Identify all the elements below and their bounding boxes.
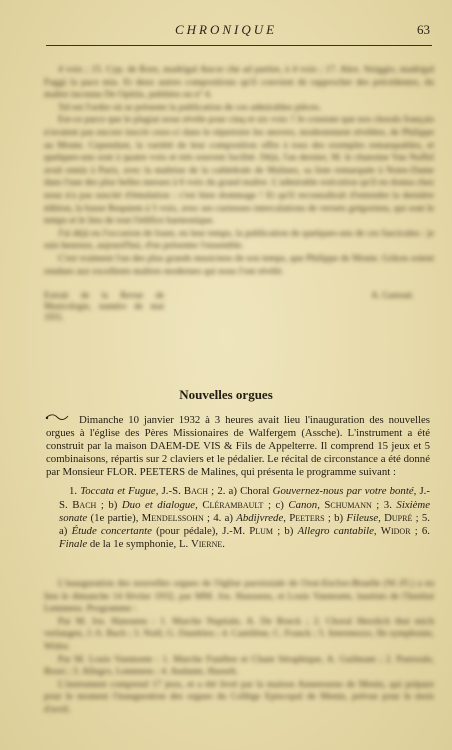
program-text: ; 6. [410, 524, 430, 537]
work-title: Gouvernez-nous par votre bonté [272, 485, 414, 498]
program-text: (1e partie), [87, 511, 142, 524]
composer-name: Widor [380, 524, 411, 537]
blurred-lower-text [44, 578, 434, 717]
program-text: ; c) [263, 498, 289, 511]
work-title: Fileuse [346, 511, 379, 524]
program-text: de la 1e symphonie, L. [87, 537, 191, 550]
work-title: Allegro cantabile [297, 524, 374, 537]
running-title: CHRONIQUE [174, 22, 278, 37]
blurred-paragraph: 4 voix ; 15. Cyp. de Rore, madrigal Ancor che ad partire, à 4 voix ; 17. Alex. Striggio, madrigal Fuggi la pace mia. Et deux autres compositions qu'il convient de rapprocher des précédentes, du maître inconnu De Opitiis, publiées en nº 4. [44, 64, 434, 101]
program-text: ; 5. a) [59, 511, 430, 537]
composer-name: Dupré [384, 511, 413, 524]
work-title: Canon [288, 498, 318, 511]
work-title: Sixième sonate [59, 498, 430, 524]
program-list [46, 485, 430, 550]
lead-paragraph: Dimanche 10 janvier 1932 à 3 heures avait lieu l'inauguration des nouvelles orgues à l'église des Pères Missionaires de Walfergem (Assche). L'instrument a été construit par la maison DAEM-DE VIS & Fils de Appelterre. Il comprend 15 jeux et 5 combinaisons, répartis sur 2 claviers et le pédalier. Le récital de circonstance a été donné par Monsieur FLOR. PEETERS de Malines, qui présenta le programme suivant : [46, 414, 430, 479]
program-text: ; b) [273, 524, 298, 537]
blurred-paragraph: Tel est l'ordre où se présente la publication de ces admirables pièces. [58, 101, 322, 113]
program-text: ; 2. a) Choral [208, 485, 273, 498]
composer-name: Peeters [289, 511, 325, 524]
program-paragraph [59, 485, 430, 550]
blurred-paragraph: Est-ce parce que le plagiat nous révèle pour cinq et six voix ? Je constate que nos chorals français n'avaient pas encore inscrit ceux-ci dans le répertoire les œuvres, modestement révélées, de Philippe au Monte. Cependant, la variété de leur composition offre à tous des exemples remarquables, et quelques-uns sont à quatre voix et très souvent facilité. Déjà, l'an dernier, M. le chanoine Van Nuffel avait remis à Paris, avec la maîtrise de la cathédrale de Malines, sa liste remarquée à Notre-Dame dans l'une des plus belles messes à 6 voix du grand maître. L'admirable exécution qu'il en donna chez nous n'a pas suscité d'émulation : c'est bien dommage ! Et qu'il reconnaîtrait d'entendre la dernière édition, la basse Requiem à 5 voix, avec ses curieuses intercalations de versets grégoriens, qui sont le temps et le lieu de tout l'édifice harmonique. [44, 114, 434, 227]
work-title: Toccata et Fugue [80, 485, 156, 498]
program-text: , [283, 511, 290, 524]
citation-source: Extrait de la Revue de Musicologie, numéro de mai 1931. [44, 290, 164, 323]
program-text: , [195, 498, 203, 511]
citation-line [44, 290, 434, 323]
page-number: 63 [417, 22, 430, 37]
blurred-paragraph: Par M. Jos. Hanssens : 1. Marche Nuptiale, A. De Boeck ; 2. Choral Herzlich thut mich verlangen, J.-S. Bach ; 3. Noël, G. Dandrieu ; 4. Cantilène, C. Franck ; 5. Intermezzo, IIe symphonie, Widor. [44, 615, 434, 652]
program-text: ; 3. [371, 498, 397, 511]
blurred-paragraph: J'ai déjà eu l'occasion de louer, en leur temps, la publication de quelques-uns de ces fascicules : je suis heureux, aujourd'hui, d'en présenter l'ensemble. [44, 227, 434, 252]
work-title: Étude concertante [71, 524, 152, 537]
program-text: ; 4. a) [203, 511, 237, 524]
work-title: Abdijvrede [236, 511, 284, 524]
program-text: 1. [69, 485, 81, 498]
running-head [52, 22, 430, 42]
work-title: Finale [59, 537, 88, 550]
composer-name: Clérambault [202, 498, 264, 511]
program-text: , J.-S. [59, 485, 430, 511]
composer-name: Plum [249, 524, 274, 537]
program-text: , [378, 511, 385, 524]
composer-name: Mendelssohn [141, 511, 204, 524]
blurred-paragraph: L'instrument comprend 17 jeux, et a été livré par la maison Anneessens de Menin, qui prépare pour le moment l'inauguration des orgues du Collège Episcopal de Menin, prévue pour le mois d'avril. [44, 678, 434, 715]
program-text: (pour pédale), J.-M. [151, 524, 250, 537]
work-title: Duo et dialogue [121, 498, 196, 511]
program-text: , J.-S. [155, 485, 184, 498]
section-title: Nouvelles orgues [179, 387, 273, 402]
header-rule [46, 45, 432, 46]
program-text: , [317, 498, 325, 511]
program-text: . [222, 537, 225, 550]
composer-name: Schumann [324, 498, 372, 511]
composer-name: Bach [183, 485, 209, 498]
citation-author: A. Gastoué. [371, 290, 414, 301]
program-text: ; b) [324, 511, 347, 524]
composer-name: Bach [72, 498, 97, 511]
article-body [46, 414, 430, 551]
program-text: , [373, 524, 381, 537]
blurred-upper-text [44, 64, 434, 323]
blurred-paragraph: L'inauguration des nouvelles orgues de l'église paroissiale de Oost-Eecloo-Bruelle (W.-Fl.) a eu lieu le dimanche 14 février 1932, par MM. Jos. Hanssens, et Louis Vanmoete, lauréats de l'Institut Lemmens. Programme : [44, 578, 434, 615]
composer-name: Vierne [190, 537, 223, 550]
program-text: ; b) [96, 498, 122, 511]
blurred-paragraph: C'est vraiment l'un des plus grands musiciens de son temps, que Philippe de Monte. Grâces soient rendues aux excellents maîtres modernes qui nous l'ont révélé. [44, 252, 434, 277]
blurred-paragraph: Par M. Louis Vanmoete : 1. Marche Funèbre et Chant Séraphique, A. Guilmant ; 2. Pastorale, Bossi ; 3. Allegro, Lemmens ; 4. Andante, Hasselt. [44, 653, 434, 678]
